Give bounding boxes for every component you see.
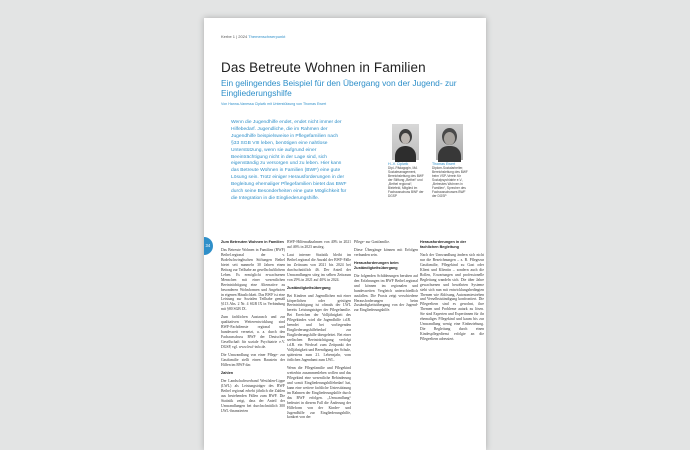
author-caption xyxy=(432,163,470,199)
section-heading: Zum Betreuten Wohnen in Familien xyxy=(221,240,284,244)
text-column-3 xyxy=(354,240,418,316)
body-paragraph: Diese Übergänge können mit Erfolgen verbunden sein. xyxy=(354,247,418,257)
article-title: Das Betreute Wohnen in Familien xyxy=(221,60,426,75)
body-paragraph: BWF-Hilfemaßnahmen von 40% in 2021 auf 46% in 2023 anstieg. xyxy=(287,240,351,249)
section-heading: Zahlen xyxy=(221,370,234,375)
body-paragraph: Nach der Umwandlung ändern sich nicht nur die Bezeichnungen – z. B. Pflegezur Gastfamilie, Pflegekind zu Gast oder Klient und Klientin – sondern auch die Rollen, Erwartungen und professionelle Begleitung wandeln sich. Die über Jahre gewachsenen und bewährten Systeme sieht sich nun mit entwicklungsbedingten Themen wie Ablösung, Autonomiestreben und Verselbstständigung konfrontiert. Die Pflegeeltern sind es gewohnt, ihre Themen und Probleme autark zu lösen. Sie sind Experten und Expertinnen für ihr ehemaliges Pflegekind und kaum bis zur Umwandlung wenig eine Einbeziehung. Die Begleitung durch einen Kindespflegedienst erfolgte an die Pflegeeltern adressiert. xyxy=(420,252,484,342)
body-paragraph: Die folgenden Schilderungen beruhen auf den Erfahrungen im BWF Bethel.regional und können im regionalen und bundesweiten Vergleich unterschiedlich ausfallen. Die Praxis zeigt verschiedene Herausforderungen beim Zuständigkeitsübergang von der Jugend- zur Eingliederungshilfe. xyxy=(354,273,418,313)
topic-label: Themenschwerpunkt xyxy=(248,34,286,39)
body-paragraph: Der Landschaftsverband Westfalen-Lippe (LWL) als Leistungsträger des BWF Bethel regional erhebt jährlich die Zahlen aus bestehenden Fällen zum BWF. Die Statistik zeigt, dass der Anteil der Umwandlungen bei durchschnittlich 300 LWL-finanzierten xyxy=(221,378,285,413)
author-bio: Diplom-Sozialarbeiter, Bereichsleitung des BWF beim VSP-Verein für Sozialpsychiatrie e.V., „Betreutes Wohnen in Familien“, Sprecher des Fachausschusses BWF der DGSP xyxy=(432,166,468,198)
author-photo-ewert xyxy=(436,124,463,160)
section-heading: Zuständigkeitsübergang xyxy=(287,285,331,290)
section-heading: Herausforderungen beim Zuständigkeitsübergang xyxy=(354,260,399,270)
author-name: H.-V. Ciplwik xyxy=(388,162,409,166)
text-column-1 xyxy=(221,240,285,417)
body-paragraph: Zum fachlichen Austausch und zur qualitativen Weiterentwicklung sind BWF-Fachdienste regional und bundesweit vernetzt, u. a. durch den Fachausschuss BWF der Deutschen Gesellschaft für soziale Psychiatrie e.V. DGSP, vgl. www.bwf-info.de. xyxy=(221,315,285,350)
article-subtitle: Ein gelingendes Beispiel für den Übergang von der Jugend- zur Eingliederungshilfe xyxy=(221,78,457,98)
body-paragraph: Das Betreute Wohnen in Familien (BWF) Bethel.regional der v. Bodelschwinghschen Stiftungen Bethel bietet seit nunmehr 30 Jahren einen Beitrag zur Teilhabe an gesellschaftlichem Leben. Es ermöglicht erwachsenen Menschen mit einer wesentlichen Beeinträchtigung eine Alternative zu besonderen Wohnformen und Angeboten in eigenen Häuslichkeit. Das BWF ist eine Leistung zur Sozialen Teilhabe gemäß §113 Abs. 2 Nr. 4 SGB IX in Verbindung mit §80 SGB IX. xyxy=(221,247,285,312)
body-paragraph: Wenn die Pflegefamilie und Pflegekind weiterhin zusammenleben wollen und das Pflegekind eine wesentliche Behinderung und somit Eingliederungshilfebedarf hat, kann eine weitere fachliche Unterstützung im Rahmen der Eingliederungshilfe durch das BWF erfolgen. „Umwandlung“ bedeutet in diesem Fall die Änderung der Hilfeform von der Kinder- und Jugendhilfe zur Eingliederungshilfe, konkret von der xyxy=(287,365,351,420)
lead-text: Wenn die Jugendhilfe endet, endet nicht immer der Hilfebedarf. Jugendliche, die im Rahmen der Jugendhilfe beispielsweise in Pflegefamilien nach §33 SGB VIII leben, benötigen eine nahtlose Unterstützung, wenn sie aufgrund einer Beeinträchtigung nicht in der Lage sind, sich eigenständig zu versorgen und zu leben. Hier kann das Betreute Wohnen in Familien (BWF) eine gute Lösung sein. Trotz einiger Herausforderungen in der Begleitung ehemaliger Pflegefamilien bietet das BWF durch seine Besonderheiten eine gute Möglichkeit für die Integration in die Eingliederungshilfe. xyxy=(231,120,347,201)
author-bio: Dipl.-Pädagogin, MA Sozialmanagement, Bereichsleitung des BWF der Stiftung „Bethel“ und „Bethel regional“, Bielefeld, Mitglied im Fachausschuss BWF der DGSP xyxy=(388,166,424,198)
article-lead xyxy=(231,120,347,203)
text-column-2 xyxy=(287,240,351,423)
page-header xyxy=(221,34,285,39)
text-column-4 xyxy=(420,240,484,345)
magazine-page xyxy=(204,18,486,450)
page-number-tab xyxy=(204,237,213,255)
section-heading: Herausforderungen in der fachlichen Begleitung xyxy=(420,240,467,249)
author-name: Thomas Ewert xyxy=(432,162,456,166)
body-paragraph: Bei Kindern und Jugendlichen mit einer körperlichen oder geistigen Beeinträchtigung ist oftmals der LWL bereits Leistungsträger der Pflegefamilie. Bei Erreichen der Volljährigkeit des Pflegekindes wird die Jugendhilfe i.d.R. beendet und bei vorliegenden Eingliederungshilfebedarf zur Eingliederungshilfe übergeleitet. Bei einer seelischen Beeinträchtigung verfolgt i.d.R. ein Wechsel zum Zeitpunkt der Volljährigkeit und Beendigung der Schule, spätestens zum 21. Lebensjahr, vom örtlichen Jugendamt zum LWL. xyxy=(287,293,351,362)
author-caption xyxy=(388,163,426,199)
article-byline: Von Hanna-Vanessa Ciplwik mit Unterstützung von Thomas Ewert xyxy=(221,102,327,106)
body-paragraph: Laut interner Statistik bleibt im Bethel.regional die Anzahl der BWF-Fälle im Zeitraum von 2021 bis 2024 bei durchschnittlich 46. Der Anteil der Umwandlungen stieg im selben Zeitraum von 29% in 2021 auf 40% in 2024. xyxy=(287,252,351,282)
body-paragraph: Die Umwandlung von einer Pflege- zur Gastfamilie stellt einen Baustein der Hilfen im BWF dar. xyxy=(221,353,285,367)
issue-label: Kerbe 1 | 2024 xyxy=(221,34,248,39)
body-paragraph: Pflege- zur Gastfamilie. xyxy=(354,240,390,244)
author-photo-ciplwik xyxy=(392,124,419,160)
page-number: 34 xyxy=(205,243,211,248)
